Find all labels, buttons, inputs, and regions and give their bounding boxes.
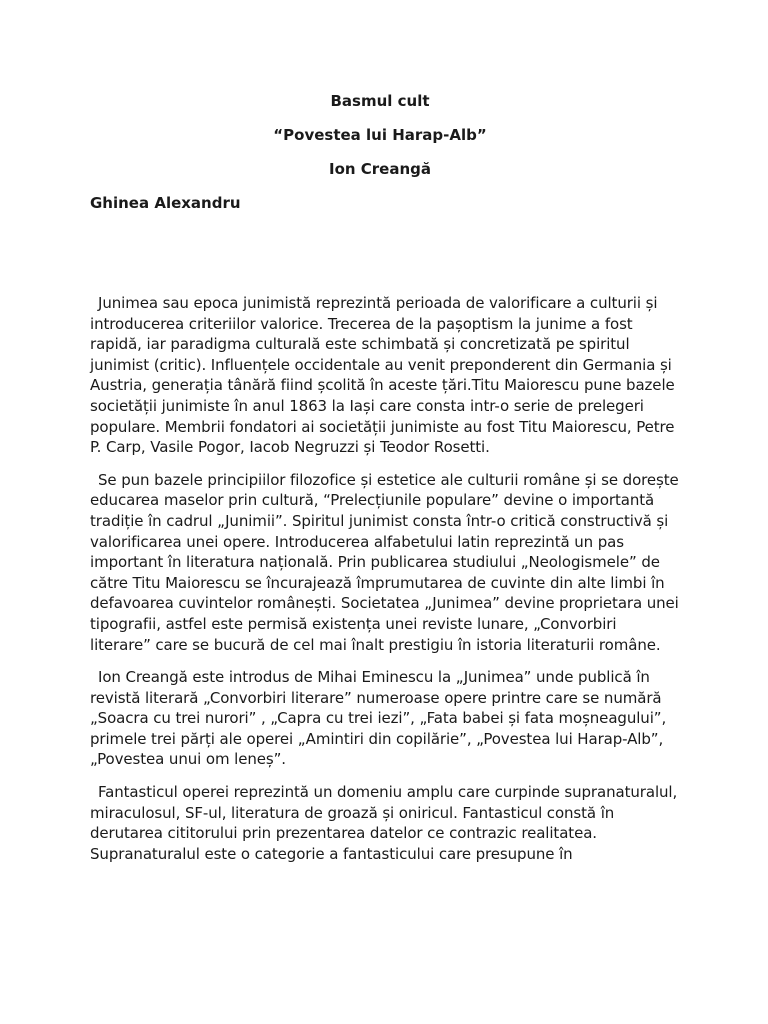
document-author: Ghinea Alexandru: [90, 194, 241, 212]
document-title: Basmul cult: [330, 92, 430, 110]
heading-block: [90, 90, 670, 214]
paragraph-junimea: Junimea sau epoca junimistă reprezintă perioada de valorificare a culturii și introducerea criteriilor valorice. Trecerea de la pașoptism la junime a fost rapidă, iar paradigma culturală este schimbată și concretizată pe spiritul junimist (critic). Influențele occidentale au venit preponderent din Germania și Austria, generația tânără fiind școlită în aceste țări.Titu Maiorescu pune bazele societății junimiste în anul 1863 la Iași care consta intr-o serie de prelegeri populare. Membrii fondatori ai societății junimiste au fost Titu Maiorescu, Petre P. Carp, Vasile Pogor, Iacob Negruzzi și Teodor Rosetti.: [90, 294, 675, 457]
body-text: [90, 293, 680, 876]
work-title: “Povestea lui Harap-Alb”: [273, 126, 487, 144]
paragraph-principii: Se pun bazele principiilor filozofice și estetice ale culturii române și se dorește educarea maselor prin cultură, “Prelecțiunile populare” devine o importantă tradiție în cadrul „Junimii”. Spiritul junimist consta într-o critică constructivă și valorificarea unei opere. Introducerea alfabetului latin reprezintă un pas important în literatura națională. Prin publicarea studiului „Neologismele” de către Titu Maiorescu se încurajează împrumutarea de cuvinte din alte limbi în defavoarea cuvintelor românești. Societatea „Junimea” devine proprietara unei tipografii, astfel este permisă existența unei reviste lunare, „Convorbiri literare” care se bucură de cel mai înalt prestigiu în istoria literaturii române.: [90, 470, 679, 654]
work-author: Ion Creangă: [328, 160, 432, 178]
paragraph-creanga: Ion Creangă este introdus de Mihai Eminescu la „Junimea” unde publică în revistă literară „Convorbiri literare” numeroase opere printre care se numără „Soacra cu trei nurori” , „Capra cu trei iezi”, „Fata babei și fata moșneagului”, primele trei părți ale operei „Amintiri din copilărie”, „Povestea lui Harap-Alb”, „Povestea unui om leneș”.: [90, 668, 667, 769]
paragraph-fantastic: Fantasticul operei reprezintă un domeniu amplu care curpinde supranaturalul, miraculosul, SF-ul, literatura de groază și oniricul. Fantasticul constă în derutarea cititorului prin prezentarea datelor ce contrazic realitatea. Supranaturalul este o categorie a fantasticului care presupune în: [90, 783, 678, 863]
